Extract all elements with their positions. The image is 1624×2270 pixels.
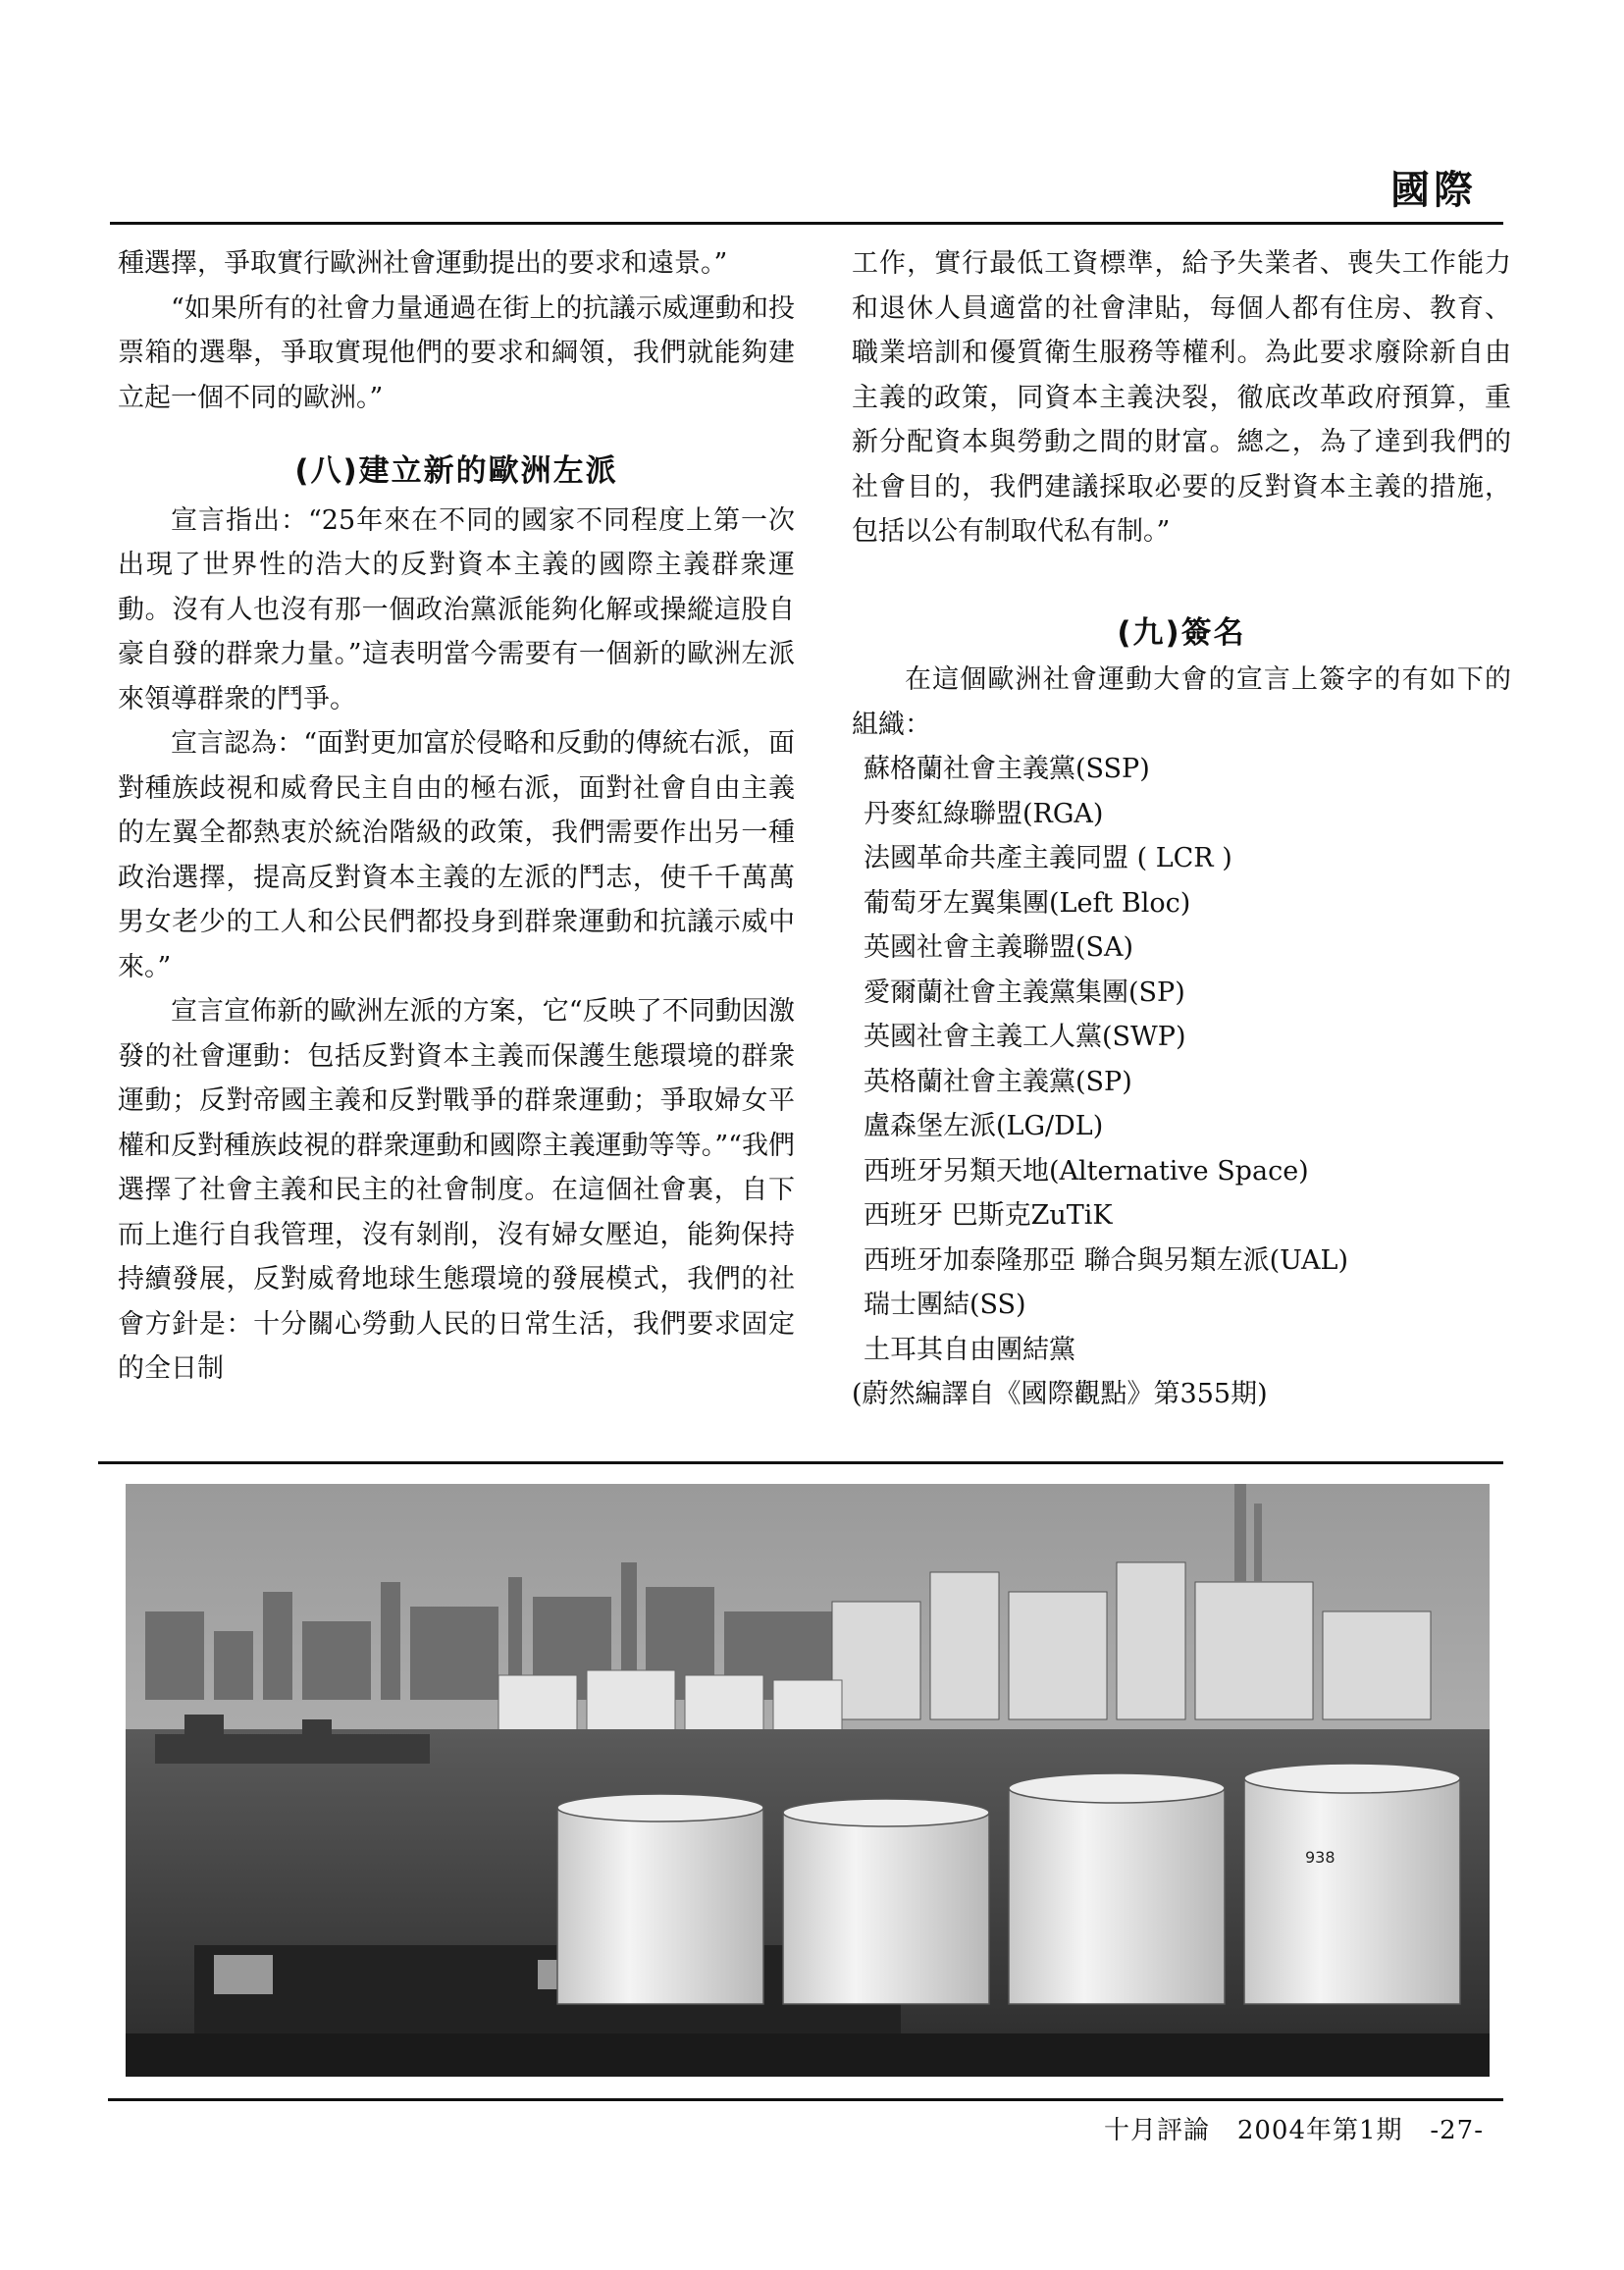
paragraph: 種選擇，爭取實行歐洲社會運動提出的要求和遠景。” bbox=[118, 248, 728, 279]
right-column bbox=[852, 241, 1511, 1417]
tank-number: 938 bbox=[1305, 1848, 1336, 1867]
section-tag: 國際 bbox=[1390, 168, 1477, 213]
paragraph: 宣言認為：“面對更加富於侵略和反動的傳統右派，面對種族歧視和威脅民主自由的極右派，面對社會自由主義的左翼全都熱衷於統治階級的政策，我們需要作出另一種政治選擇，提高反對資本主義的左派的鬥志，使千千萬萬男女老少的工人和公民們都投身到群衆運動和抗議示威中來。” bbox=[118, 728, 795, 982]
list-item: 葡萄牙左翼集團(Left Bloc) bbox=[864, 887, 1191, 919]
signatories-intro: 在這個歐洲社會運動大會的宣言上簽字的有如下的組織： bbox=[852, 664, 1511, 740]
left-column bbox=[118, 241, 795, 1392]
top-rule bbox=[110, 222, 1503, 225]
list-item: 英國社會主義工人黨(SWP) bbox=[864, 1022, 1186, 1052]
bottom-rule bbox=[108, 2098, 1503, 2101]
paragraph: 宣言宣佈新的歐洲左派的方案，它“反映了不同動因激發的社會運動：包括反對資本主義而保護生態環境的群衆運動；反對帝國主義和反對戰爭的群衆運動；爭取婦女平權和反對種族歧視的群衆運動和國際主義運動等等。”“我們選擇了社會主義和民主的社會制度。在這個社會裏，自下而上進行自我管理，沒有剝削，沒有婦女壓迫，能夠保持持續發展，反對威脅地球生態環境的發展模式，我們的社會方針是：十分關心勞動人民的日常生活，我們要求固定的全日制 bbox=[118, 996, 795, 1384]
list-item: 瑞士團結(SS) bbox=[864, 1290, 1026, 1320]
signatory-list bbox=[852, 747, 1511, 1372]
list-item: 土耳其自由團結黨 bbox=[864, 1334, 1075, 1365]
page-footer bbox=[1104, 2110, 1484, 2146]
paragraph: 工作，實行最低工資標準，給予失業者、喪失工作能力和退休人員適當的社會津貼，每個人都有住房、教育、職業培訓和優質衛生服務等權利。為此要求廢除新自由主義的政策，同資本主義決裂，徹底改革政府預算，重新分配資本與勞動之間的財富。總之，為了達到我們的社會目的，我們建議採取必要的反對資本主義的措施，包括以公有制取代私有制。” bbox=[852, 248, 1511, 547]
list-item: 盧森堡左派(LG/DL) bbox=[864, 1111, 1104, 1141]
middle-rule bbox=[98, 1461, 1503, 1464]
list-item: 法國革命共產主義同盟 ( LCR ) bbox=[864, 843, 1232, 873]
list-item: 西班牙加泰隆那亞 聯合與另類左派(UAL) bbox=[864, 1244, 1349, 1276]
issue-number: 2004年第1期 bbox=[1236, 2116, 1403, 2145]
list-item: 英國社會主義聯盟(SA) bbox=[864, 932, 1134, 963]
list-item: 丹麥紅綠聯盟(RGA) bbox=[864, 798, 1104, 829]
harbor-photo bbox=[126, 1484, 1490, 2077]
list-item: 西班牙 巴斯克ZuTiK bbox=[864, 1200, 1113, 1231]
page-number: -27- bbox=[1430, 2116, 1484, 2145]
list-item: 西班牙另類天地(Alternative Space) bbox=[864, 1155, 1309, 1187]
publication-name: 十月評論 bbox=[1104, 2116, 1211, 2145]
section-heading-9: (九)簽名 bbox=[1117, 614, 1246, 651]
list-item: 英格蘭社會主義黨(SP) bbox=[864, 1066, 1132, 1097]
paragraph: 宣言指出：“25年來在不同的國家不同程度上第一次出現了世界性的浩大的反對資本主義的國際主義群衆運動。沒有人也沒有那一個政治黨派能夠化解或操縱這股自豪自發的群衆力量。”這表明當今需要有一個新的歐洲左派來領導群衆的鬥爭。 bbox=[118, 504, 795, 714]
source-credit: (蔚然編譯自《國際觀點》第355期) bbox=[852, 1379, 1268, 1409]
list-item: 愛爾蘭社會主義黨集團(SP) bbox=[864, 977, 1185, 1008]
paragraph: “如果所有的社會力量通過在街上的抗議示威運動和投票箱的選舉，爭取實現他們的要求和綱領，我們就能夠建立起一個不同的歐洲。” bbox=[118, 292, 795, 413]
list-item: 蘇格蘭社會主義黨(SSP) bbox=[864, 754, 1150, 784]
section-heading-8: (八)建立新的歐洲左派 bbox=[294, 453, 618, 489]
